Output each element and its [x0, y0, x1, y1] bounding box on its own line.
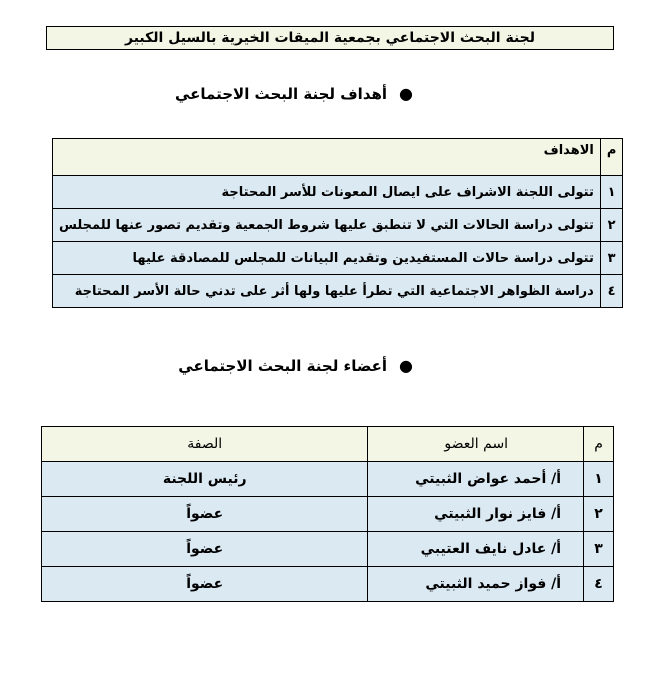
members-header-name: اسم العضو	[368, 427, 584, 462]
goals-heading	[175, 84, 413, 103]
member-num: ٤	[584, 567, 614, 602]
goals-header-row	[53, 139, 623, 176]
goals-heading-text: أهداف لجنة البحث الاجتماعي	[174, 84, 388, 103]
goal-num: ٤	[600, 275, 623, 308]
bullet-icon: ●	[399, 356, 413, 375]
goal-text: تتولى دراسة الحالات التي لا تنطبق عليها شروط الجمعية وتقديم تصور عنها للمجلس	[53, 209, 601, 242]
member-row	[42, 497, 614, 532]
goal-num: ١	[600, 176, 623, 209]
bullet-icon: ●	[399, 84, 413, 103]
member-role: عضواً	[42, 532, 368, 567]
member-row	[42, 567, 614, 602]
members-heading-text: أعضاء لجنة البحث الاجتماعي	[178, 356, 388, 375]
members-header-role: الصفة	[42, 427, 368, 462]
member-role: رئيس اللجنة	[42, 462, 368, 497]
member-name: أ/ أحمد عواض الثبيتي	[368, 462, 584, 497]
members-heading	[178, 356, 413, 375]
document-title: لجنة البحث الاجتماعي بجمعية الميقات الخيرية بالسيل الكبير	[46, 26, 614, 50]
member-name: أ/ فواز حميد الثبيتي	[368, 567, 584, 602]
member-role: عضواً	[42, 497, 368, 532]
members-header-row	[42, 427, 614, 462]
member-row	[42, 462, 614, 497]
goals-row	[53, 176, 623, 209]
member-name: أ/ عادل نايف العتيبي	[368, 532, 584, 567]
goal-text: تتولى دراسة حالات المستفيدين وتقديم البيانات للمجلس للمصادقة عليها	[53, 242, 601, 275]
goals-table	[52, 138, 623, 308]
member-row	[42, 532, 614, 567]
goal-num: ٣	[600, 242, 623, 275]
members-table	[41, 426, 614, 602]
goals-row	[53, 209, 623, 242]
goals-row	[53, 242, 623, 275]
member-num: ٣	[584, 532, 614, 567]
member-num: ٢	[584, 497, 614, 532]
member-name: أ/ فايز نوار الثبيتي	[368, 497, 584, 532]
goals-header-text: الاهداف	[53, 139, 601, 176]
goal-text: دراسة الظواهر الاجتماعية التي تطرأ عليها ولها أثر على تدني حالة الأسر المحتاجة	[53, 275, 601, 308]
goal-num: ٢	[600, 209, 623, 242]
goals-row	[53, 275, 623, 308]
goal-text: تتولى اللجنة الاشراف على ايصال المعونات للأسر المحتاجة	[53, 176, 601, 209]
goals-header-num: م	[600, 139, 623, 176]
member-num: ١	[584, 462, 614, 497]
member-role: عضواً	[42, 567, 368, 602]
members-header-num: م	[584, 427, 614, 462]
